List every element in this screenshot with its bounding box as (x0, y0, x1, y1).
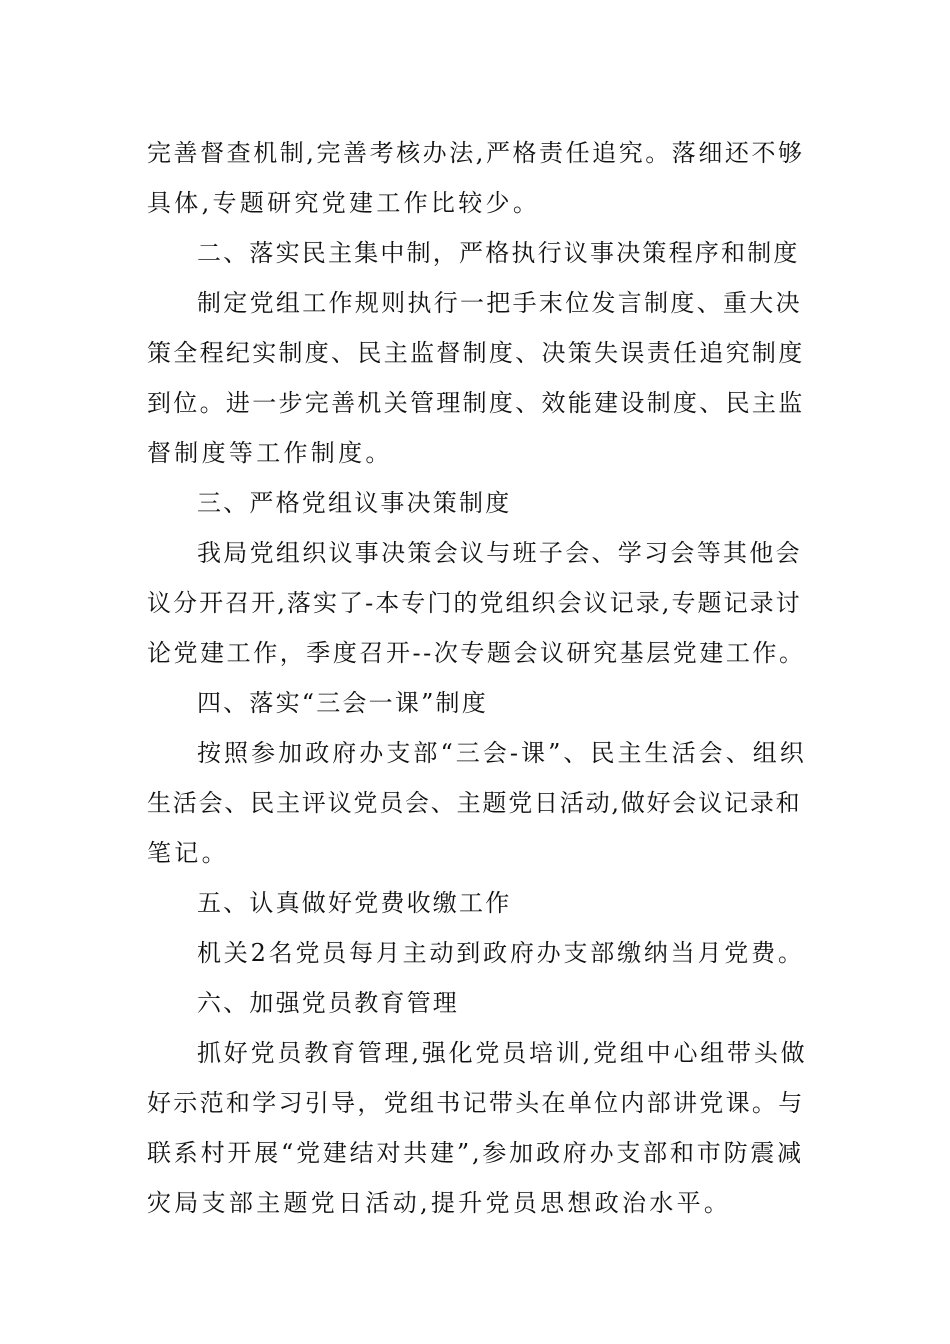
body-text-line: 按照参加政府办支部“三会-课”、民主生活会、组织 (197, 739, 807, 767)
body-text-line: 论党建工作，季度召开--次专题会议研究基层党建工作。 (147, 639, 806, 667)
body-text-line: 机关2名党员每月主动到政府办支部缴纳当月党费。 (197, 939, 805, 967)
section-heading-5: 五、认真做好党费收缴工作 (197, 889, 512, 917)
body-text-line: 好示范和学习引导，党组书记带头在单位内部讲党课。与 (147, 1089, 805, 1117)
body-text-line: 联系村开展“党建结对共建”,参加政府办支部和市防震减 (147, 1139, 804, 1167)
body-text-line: 到位。进一步完善机关管理制度、效能建设制度、民主监 (147, 389, 805, 417)
section-heading-3: 三、严格党组议事决策制度 (197, 489, 512, 517)
body-text-line: 议分开召开,落实了-本专门的党组织会议记录,专题记录讨 (147, 589, 802, 617)
body-text-line: 我局党组织议事决策会议与班子会、学习会等其他会 (197, 539, 802, 567)
body-text-line: 灾局支部主题党日活动,提升党员思想政治水平。 (147, 1189, 732, 1217)
body-text-line: 抓好党员教育管理,强化党员培训,党组中心组带头做 (197, 1039, 808, 1067)
section-heading-4: 四、落实“三会一课”制度 (197, 689, 488, 717)
body-text-line: 策全程纪实制度、民主监督制度、决策失误责任追究制度 (147, 339, 805, 367)
document-body (147, 128, 807, 1228)
body-text-line: 笔记。 (147, 839, 229, 867)
body-text-line: 具体,专题研究党建工作比较少。 (147, 189, 541, 217)
body-text-line: 生活会、民主评议党员会、主题党日活动,做好会议记录和 (147, 789, 802, 817)
body-text-line: 制定党组工作规则执行一把手末位发言制度、重大决 (197, 289, 802, 317)
section-heading-6: 六、加强党员教育管理 (197, 989, 459, 1017)
body-text-line: 督制度等工作制度。 (147, 439, 393, 467)
section-heading-2: 二、落实民主集中制，严格执行议事决策程序和制度 (197, 239, 800, 267)
body-text-line: 完善督查机制,完善考核办法,严格责任追究。落细还不够 (147, 139, 805, 167)
